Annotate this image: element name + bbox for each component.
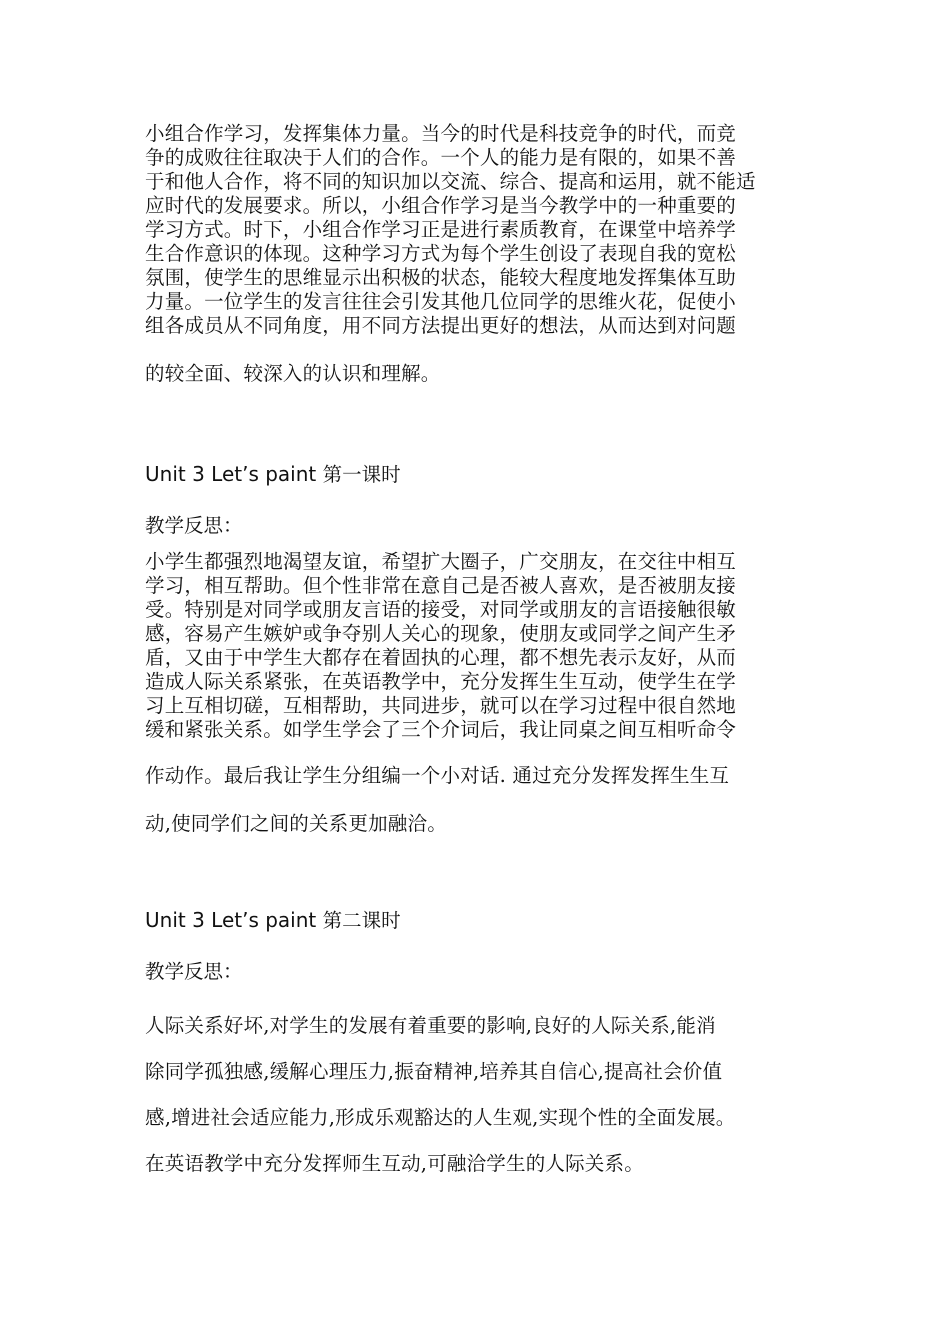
paragraph-line: 受。特别是对同学或朋友言语的接受，对同学或朋友的言语接触很敏	[145, 598, 737, 621]
paragraph-line: 动,使同学们之间的关系更加融洽。	[145, 812, 447, 835]
paragraph-line: 造成人际关系紧张，在英语教学中，充分发挥生生互动，使学生在学	[145, 670, 737, 693]
paragraph-line: 缓和紧张关系。如学生学会了三个介词后，我让同桌之间互相听命令	[145, 718, 737, 741]
paragraph-line: 生合作意识的体现。这种学习方式为每个学生创设了表现自我的宽松	[145, 242, 737, 265]
heading-chinese: 第一课时	[322, 463, 401, 486]
paragraph-line: 习上互相切磋，互相帮助，共同进步，就可以在学习过程中很自然地	[145, 694, 737, 717]
paragraph-line: 的较全面、较深入的认识和理解。	[145, 362, 441, 385]
heading-chinese: 第二课时	[322, 909, 401, 932]
paragraph-line: 力量。一位学生的发言往往会引发其他几位同学的思维火花，促使小	[145, 290, 737, 313]
heading-english: Unit 3 Let’s paint	[145, 462, 323, 486]
heading-english: Unit 3 Let’s paint	[145, 908, 323, 932]
paragraph-line: 盾，又由于中学生大都存在着固执的心理，都不想先表示友好，从而	[145, 646, 737, 669]
paragraph-line: 小组合作学习，发挥集体力量。当今的时代是科技竞争的时代，而竞	[145, 122, 737, 145]
paragraph-line: 作动作。最后我让学生分组编一个小对话. 通过充分发挥发挥生生互	[145, 764, 730, 787]
paragraph-line: 小学生都强烈地渴望友谊，希望扩大圈子，广交朋友，在交往中相互	[145, 550, 737, 573]
paragraph-line: 于和他人合作，将不同的知识加以交流、综合、提高和运用，就不能适	[145, 170, 756, 193]
section-heading-lesson-2	[145, 906, 401, 935]
paragraph-line: 争的成败往往取决于人们的合作。一个人的能力是有限的，如果不善	[145, 146, 737, 169]
paragraph-line: 人际关系好坏,对学生的发展有着重要的影响,良好的人际关系,能消	[145, 1014, 716, 1037]
section-heading-lesson-1	[145, 460, 401, 489]
reflection-label: 教学反思：	[145, 514, 243, 537]
reflection-label: 教学反思：	[145, 960, 243, 983]
paragraph-line: 感，容易产生嫉妒或争夺别人关心的现象，使朋友或同学之间产生矛	[145, 622, 737, 645]
paragraph-line: 在英语教学中充分发挥师生互动,可融洽学生的人际关系。	[145, 1152, 644, 1175]
paragraph-line: 氛围，使学生的思维显示出积极的状态，能较大程度地发挥集体互助	[145, 266, 737, 289]
paragraph-line: 应时代的发展要求。所以，小组合作学习是当今教学中的一种重要的	[145, 194, 737, 217]
paragraph-line: 组各成员从不同角度，用不同方法提出更好的想法，从而达到对问题	[145, 314, 737, 337]
paragraph-line: 感,增进社会适应能力,形成乐观豁达的人生观,实现个性的全面发展。	[145, 1106, 736, 1129]
paragraph-line: 除同学孤独感,缓解心理压力,振奋精神,培养其自信心,提高社会价值	[145, 1060, 723, 1083]
paragraph-line: 学习方式。时下，小组合作学习正是进行素质教育，在课堂中培养学	[145, 218, 737, 241]
paragraph-line: 学习，相互帮助。但个性非常在意自己是否被人喜欢，是否被朋友接	[145, 574, 737, 597]
